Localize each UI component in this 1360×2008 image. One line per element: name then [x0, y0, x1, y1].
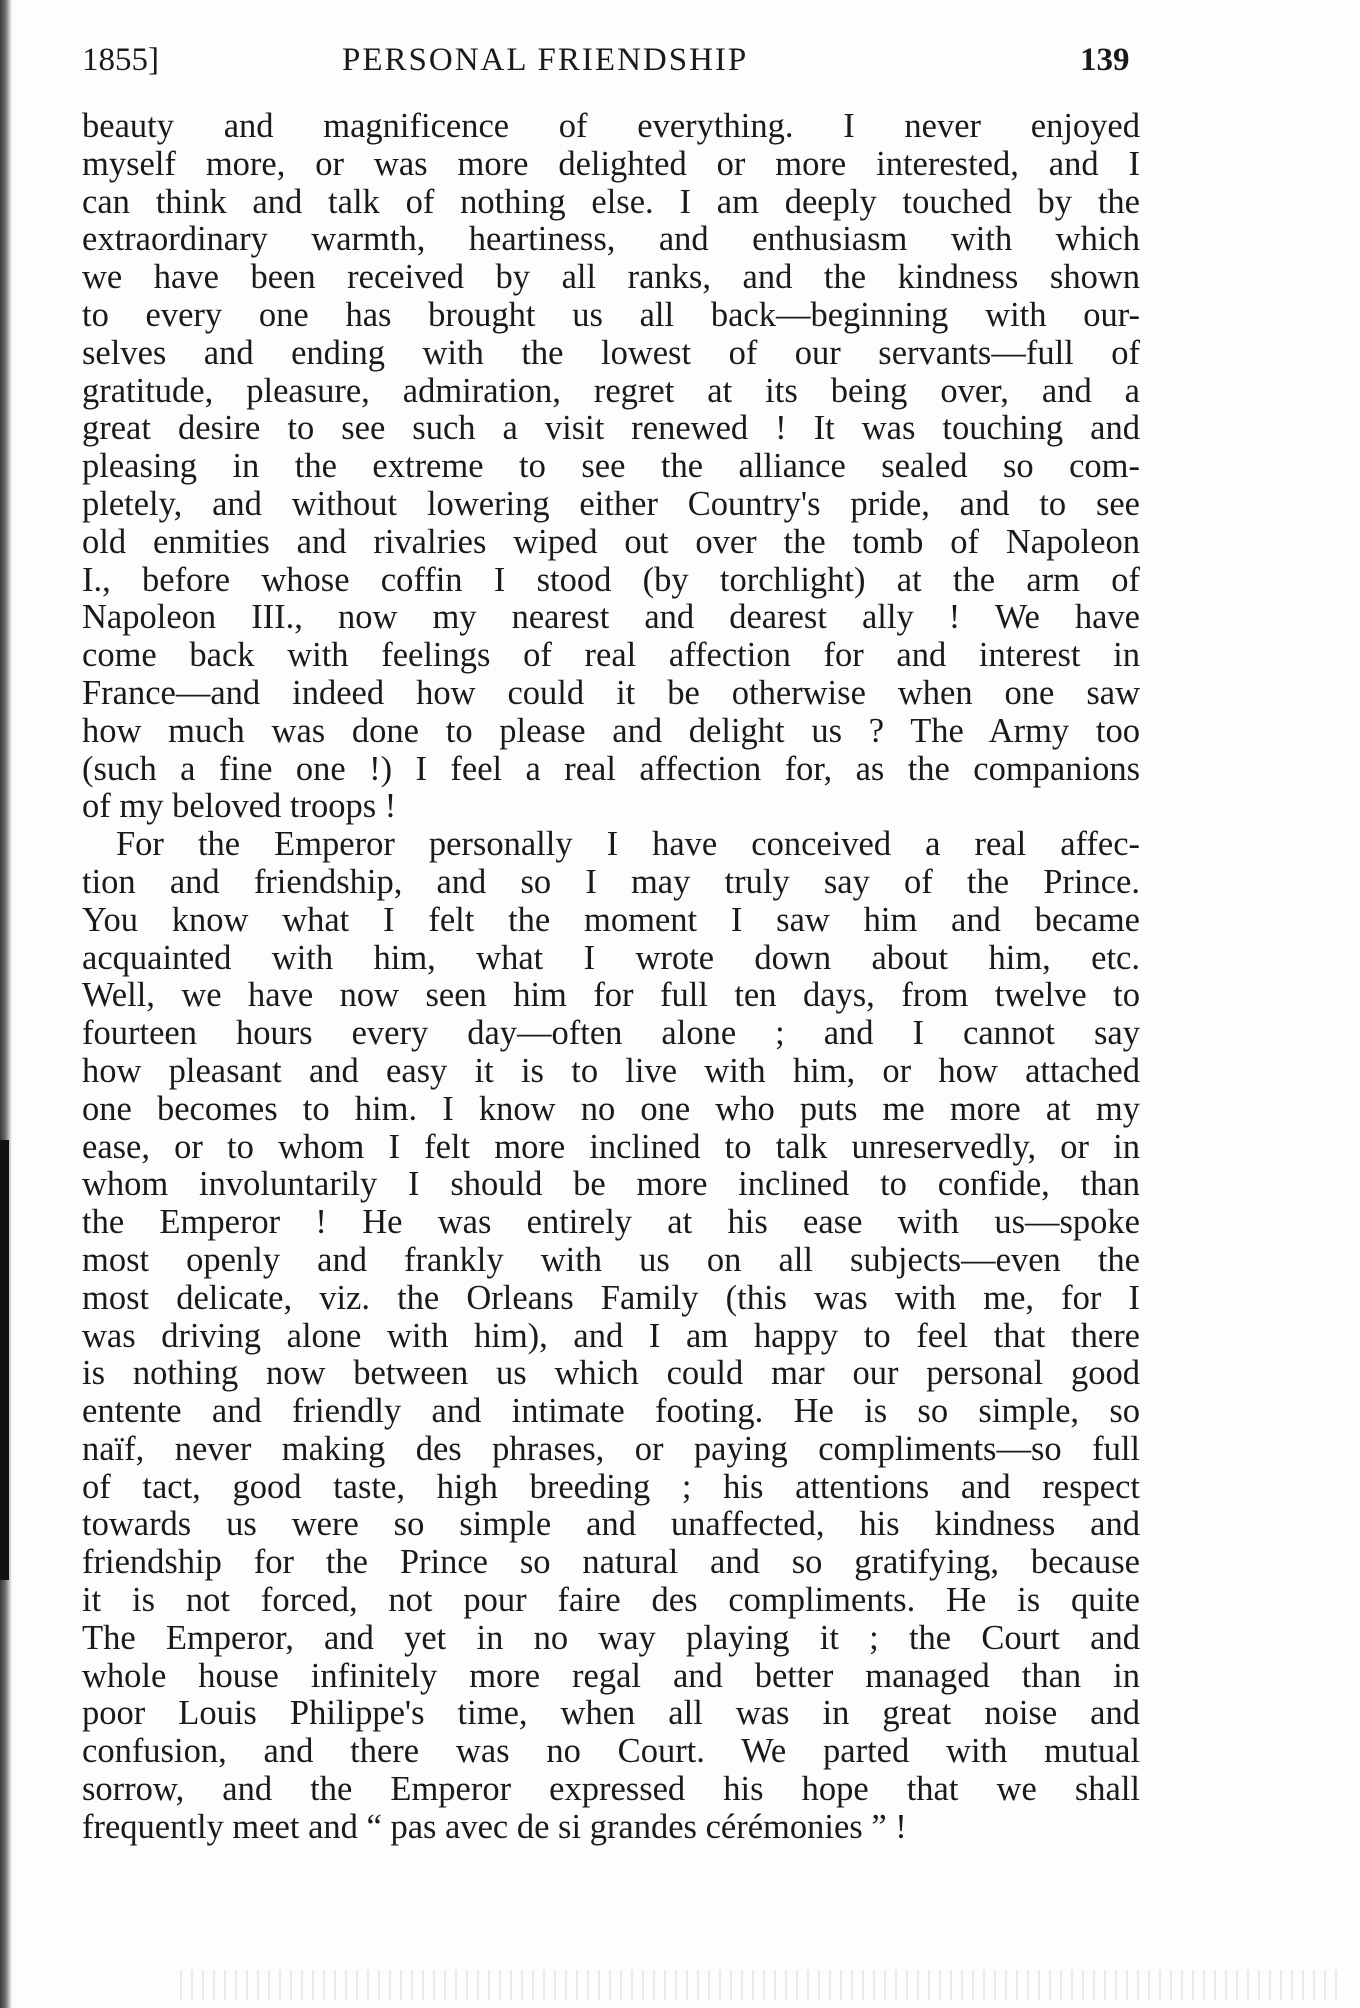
text-line: acquainted with him, what I wrote down about him, etc.	[82, 938, 1140, 977]
text-line: we have been received by all ranks, and the kindness shown	[82, 258, 1140, 297]
text-line: how much was done to please and delight us ? The Army too	[82, 711, 1140, 750]
text-line: You know what I felt the moment I saw him and became	[82, 900, 1140, 939]
text-line: how pleasant and easy it is to live with him, or how attached	[82, 1051, 1140, 1090]
text-line: come back with feelings of real affection for and interest in	[82, 636, 1140, 675]
text-line: pleasing in the extreme to see the alliance sealed so com-	[82, 447, 1140, 486]
text-line: Napoleon III., now my nearest and dearest ally ! We have	[82, 598, 1140, 637]
text-line: myself more, or was more delighted or more interested, and I	[82, 144, 1140, 183]
text-line: selves and ending with the lowest of our servants—full of	[82, 333, 1140, 372]
running-header	[0, 42, 1360, 92]
text-line: (such a fine one !) I feel a real affection for, as the companions	[82, 749, 1140, 788]
text-line: the Emperor ! He was entirely at his ease with us—spoke	[82, 1203, 1140, 1242]
text-line: ease, or to whom I felt more inclined to talk unreservedly, or in	[82, 1127, 1140, 1166]
text-line: extraordinary warmth, heartiness, and enthusiasm with which	[82, 220, 1140, 259]
text-line: fourteen hours every day—often alone ; and I cannot say	[82, 1014, 1140, 1053]
text-line: great desire to see such a visit renewed ! It was touching and	[82, 409, 1140, 448]
text-line: whom involuntarily I should be more inclined to confide, than	[82, 1165, 1140, 1204]
text-line: is nothing now between us which could mar our personal good	[82, 1354, 1140, 1393]
text-line: one becomes to him. I know no one who puts me more at my	[82, 1089, 1140, 1128]
text-line: can think and talk of nothing else. I am deeply touched by the	[82, 182, 1140, 221]
text-line: confusion, and there was no Court. We parted with mutual	[82, 1732, 1140, 1771]
bottom-scan-noise	[180, 1970, 1340, 2000]
text-line: Well, we have now seen him for full ten days, from twelve to	[82, 976, 1140, 1015]
text-line: of my beloved troops !	[82, 787, 397, 826]
text-line: it is not forced, not pour faire des compliments. He is quite	[82, 1581, 1140, 1620]
text-line: I., before whose coffin I stood (by torchlight) at the arm of	[82, 560, 1140, 599]
binding-dark-streak	[0, 1140, 9, 1580]
text-line: most openly and frankly with us on all subjects—even the	[82, 1240, 1140, 1279]
text-line: frequently meet and “ pas avec de si grandes cérémonies ” !	[82, 1807, 907, 1846]
text-line: old enmities and rivalries wiped out over the tomb of Napoleon	[82, 522, 1140, 561]
text-line: most delicate, viz. the Orleans Family (this was with me, for I	[82, 1278, 1140, 1317]
text-line: poor Louis Philippe's time, when all was in great noise and	[82, 1694, 1140, 1733]
text-line: sorrow, and the Emperor expressed his hope that we shall	[82, 1770, 1140, 1809]
text-line: gratitude, pleasure, admiration, regret at its being over, and a	[82, 371, 1140, 410]
text-line: to every one has brought us all back—beginning with our-	[82, 295, 1140, 334]
text-line: pletely, and without lowering either Country's pride, and to see	[82, 484, 1140, 523]
text-line: beauty and magnificence of everything. I never enjoyed	[82, 107, 1140, 145]
body-text	[82, 108, 1140, 1847]
text-line: For the Emperor personally I have conceived a real affec-	[116, 825, 1140, 864]
text-line: France—and indeed how could it be otherwise when one saw	[82, 673, 1140, 712]
text-line: entente and friendly and intimate footing. He is so simple, so	[82, 1392, 1140, 1431]
text-line: The Emperor, and yet in no way playing it ; the Court and	[82, 1618, 1140, 1657]
text-line: naïf, never making des phrases, or paying compliments—so full	[82, 1429, 1140, 1468]
text-line: friendship for the Prince so natural and so gratifying, because	[82, 1543, 1140, 1582]
page-number: 139	[1080, 42, 1130, 78]
text-line: tion and friendship, and so I may truly say of the Prince.	[82, 862, 1140, 901]
text-line: whole house infinitely more regal and better managed than in	[82, 1656, 1140, 1695]
running-title: PERSONAL FRIENDSHIP	[342, 42, 749, 78]
text-line: towards us were so simple and unaffected, his kindness and	[82, 1505, 1140, 1544]
header-year: 1855]	[82, 42, 159, 78]
text-line: of tact, good taste, high breeding ; his attentions and respect	[82, 1467, 1140, 1506]
page-binding-shadow	[0, 0, 12, 2008]
text-line: was driving alone with him), and I am happy to feel that there	[82, 1316, 1140, 1355]
